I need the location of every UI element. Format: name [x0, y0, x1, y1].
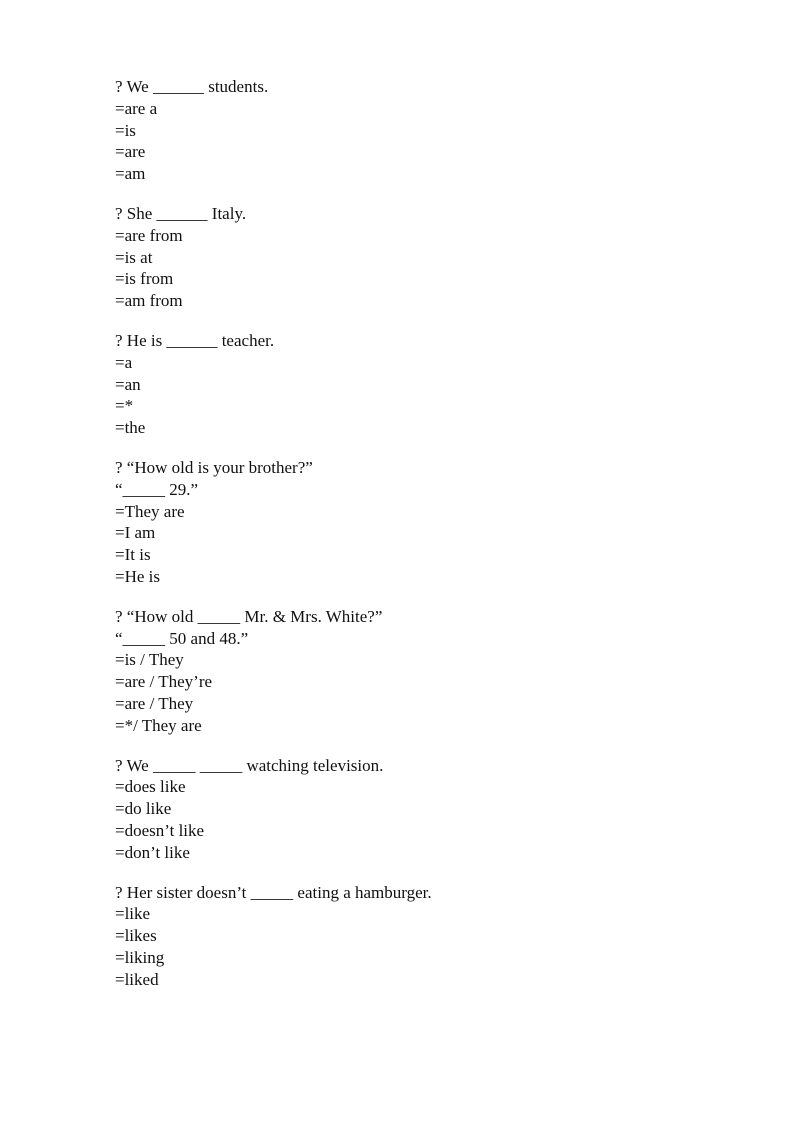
answer-option: =* — [115, 396, 134, 416]
answer-option: =doesn’t like — [115, 820, 205, 840]
question-block-5 — [115, 606, 735, 737]
answer-option: =are from — [115, 225, 183, 245]
question-prompt: ? We _____ _____ watching television. — [115, 755, 384, 775]
answer-option: =like — [115, 904, 151, 924]
answer-option: =They are — [115, 501, 185, 521]
question-block-4 — [115, 457, 735, 588]
answer-option: =I am — [115, 523, 156, 543]
question-prompt: ? We ______ students. — [115, 77, 269, 96]
answer-option: =liking — [115, 947, 165, 967]
question-prompt: ? She ______ Italy. — [115, 203, 247, 223]
question-prompt: ? “How old _____ Mr. & Mrs. White?” — [115, 606, 383, 626]
question-prompt-continuation: “_____ 29.” — [115, 479, 199, 499]
question-block-3 — [115, 330, 735, 439]
answer-option: =is from — [115, 269, 174, 289]
question-prompt: ? He is ______ teacher. — [115, 330, 275, 350]
answer-option: =are / They — [115, 693, 194, 713]
answer-option: =does like — [115, 777, 186, 797]
question-block-1 — [115, 76, 735, 185]
question-prompt-continuation: “_____ 50 and 48.” — [115, 628, 249, 648]
question-block-6 — [115, 755, 735, 864]
answer-option: =am — [115, 164, 146, 184]
answer-option: =likes — [115, 926, 157, 946]
answer-option: =the — [115, 418, 146, 438]
answer-option: =do like — [115, 799, 172, 819]
answer-option: =are a — [115, 98, 158, 118]
answer-option: =It is — [115, 545, 151, 565]
question-prompt: ? “How old is your brother?” — [115, 457, 313, 477]
answer-option: =is at — [115, 247, 153, 267]
answer-option: =am from — [115, 291, 183, 311]
quiz-document — [115, 76, 735, 1008]
answer-option: =an — [115, 374, 141, 394]
answer-option: =is / They — [115, 650, 184, 670]
question-block-7 — [115, 882, 735, 991]
answer-option: =is — [115, 120, 136, 140]
answer-option: =liked — [115, 969, 159, 989]
answer-option: =are / They’re — [115, 672, 213, 692]
question-prompt: ? Her sister doesn’t _____ eating a hamburger. — [115, 882, 432, 902]
answer-option: =He is — [115, 566, 160, 586]
answer-option: =*/ They are — [115, 715, 202, 735]
question-block-2 — [115, 203, 735, 312]
answer-option: =are — [115, 142, 146, 162]
answer-option: =a — [115, 352, 133, 372]
answer-option: =don’t like — [115, 842, 190, 862]
